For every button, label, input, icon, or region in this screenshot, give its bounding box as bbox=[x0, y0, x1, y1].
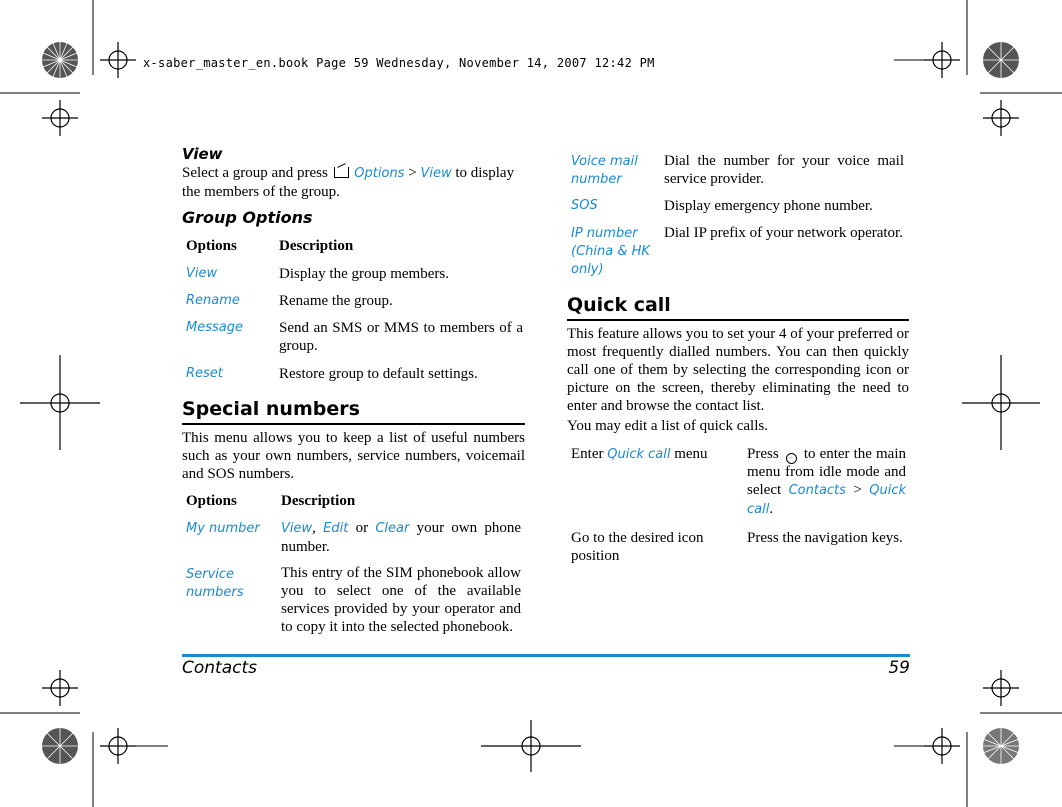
view-paragraph bbox=[182, 164, 526, 201]
view-text-a: Select a group and press bbox=[182, 165, 328, 181]
quick-step2-right: Press the navigation keys. bbox=[747, 530, 903, 546]
starburst-mark-br bbox=[983, 728, 1019, 764]
to-enter-text: to enter the main menu from idle mode and select bbox=[747, 446, 907, 498]
starburst-mark-tl bbox=[42, 42, 78, 78]
my-number-clear-link[interactable]: Clear bbox=[375, 521, 410, 536]
quick-call-intro2: You may edit a list of quick calls. bbox=[567, 418, 768, 434]
special-option-ip-number[interactable]: IP number (China & HK only) bbox=[571, 226, 650, 277]
ok-key-icon: − bbox=[786, 453, 797, 464]
view-heading: View bbox=[182, 145, 223, 163]
my-number-rest: your own phone number. bbox=[281, 520, 522, 555]
group-option-message-desc: Send an SMS or MMS to members of a group. bbox=[279, 320, 523, 354]
options-link[interactable]: Options bbox=[354, 166, 405, 181]
quick-step2-left: Go to the desired icon position bbox=[571, 530, 704, 564]
quick-call-rule bbox=[567, 319, 909, 321]
footer-section: Contacts bbox=[182, 658, 257, 678]
group-option-message[interactable]: Message bbox=[186, 320, 243, 335]
view-sep: > bbox=[408, 165, 417, 181]
enter-text: Enter bbox=[571, 446, 604, 462]
special-numbers-title: Special numbers bbox=[182, 398, 360, 420]
special-option-service-numbers[interactable]: Service numbers bbox=[186, 567, 244, 600]
comma: , bbox=[312, 520, 316, 536]
registration-mark bbox=[20, 355, 100, 450]
contacts-link[interactable]: Contacts bbox=[788, 483, 846, 498]
special-option-ip-number-desc: Dial IP prefix of your network operator. bbox=[664, 225, 903, 241]
view-text-c: the members of the group. bbox=[182, 184, 340, 200]
quick-call-link[interactable]: Quick call bbox=[607, 447, 671, 462]
group-option-view-desc: Display the group members. bbox=[279, 266, 449, 282]
registration-mark bbox=[962, 355, 1040, 450]
quick-call-title: Quick call bbox=[567, 294, 671, 316]
group-option-reset[interactable]: Reset bbox=[186, 366, 223, 381]
dot: . bbox=[769, 501, 774, 517]
menu-key-icon bbox=[334, 167, 349, 178]
special-numbers-rule bbox=[182, 423, 525, 425]
my-number-view-link[interactable]: View bbox=[281, 521, 313, 536]
group-option-view[interactable]: View bbox=[186, 266, 218, 281]
my-number-edit-link[interactable]: Edit bbox=[323, 521, 349, 536]
starburst-mark-bl bbox=[42, 728, 78, 764]
special-option-my-number-desc bbox=[281, 519, 521, 556]
group-options-col2-header: Description bbox=[279, 238, 354, 254]
group-option-reset-desc: Restore group to default settings. bbox=[279, 366, 478, 382]
quick-call-intro: This feature allows you to set your 4 of your preferred or most frequently dialled numbers. You can then quickly call one of them by selecting the corresponding icon or picture on the screen, thereby eliminating the need to enter and browse the contact list. bbox=[567, 326, 909, 414]
view-link[interactable]: View bbox=[420, 166, 452, 181]
special-col2-header: Description bbox=[281, 493, 356, 509]
special-option-voice-mail[interactable]: Voice mail number bbox=[571, 154, 638, 187]
print-slug: x-saber_master_en.book Page 59 Wednesday, November 14, 2007 12:42 PM bbox=[143, 56, 655, 70]
view-text-b: to display bbox=[455, 165, 515, 181]
special-col1-header: Options bbox=[186, 493, 237, 509]
group-option-rename[interactable]: Rename bbox=[186, 293, 240, 308]
special-option-sos-desc: Display emergency phone number. bbox=[664, 198, 873, 214]
special-option-service-numbers-desc: This entry of the SIM phonebook allow you to select one of the available services provided by your operator and to copy it into the selected phonebook. bbox=[281, 565, 521, 635]
quick-step1-right bbox=[747, 445, 906, 519]
special-numbers-intro: This menu allows you to keep a list of useful numbers such as your own numbers, service numbers, voicemail and SOS numbers. bbox=[182, 430, 525, 482]
group-option-rename-desc: Rename the group. bbox=[279, 293, 393, 309]
quick-step1-left bbox=[571, 445, 731, 464]
registration-mark bbox=[983, 100, 1019, 136]
menu-text: menu bbox=[674, 446, 708, 462]
group-options-heading: Group Options bbox=[182, 208, 313, 227]
quick-call-link-2[interactable]: Quick call bbox=[747, 483, 907, 517]
registration-mark bbox=[983, 670, 1019, 706]
registration-mark bbox=[42, 100, 78, 136]
special-option-sos[interactable]: SOS bbox=[571, 198, 598, 213]
starburst-mark-tr bbox=[983, 42, 1019, 78]
footer-rule bbox=[182, 654, 910, 657]
or-text: or bbox=[355, 520, 369, 536]
registration-mark bbox=[481, 720, 581, 772]
special-option-voice-mail-desc: Dial the number for your voice mail service provider. bbox=[664, 153, 904, 187]
press-text: Press bbox=[747, 446, 779, 462]
footer-page-number: 59 bbox=[888, 658, 910, 678]
sep: > bbox=[853, 482, 862, 498]
group-options-col1-header: Options bbox=[186, 238, 237, 254]
registration-mark bbox=[42, 670, 78, 706]
special-option-my-number[interactable]: My number bbox=[186, 521, 260, 536]
